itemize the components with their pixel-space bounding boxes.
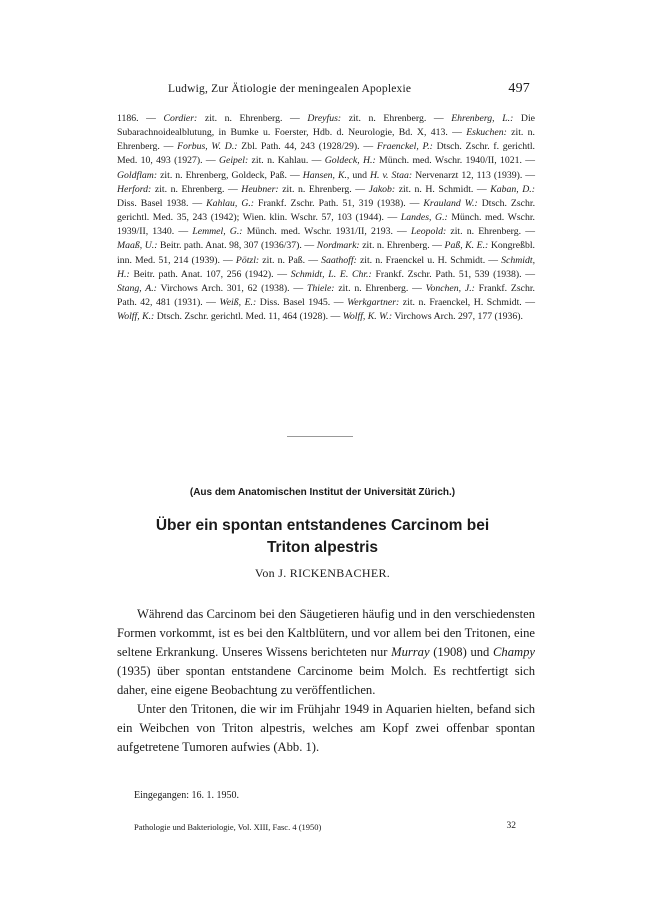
reference-text: zit. n. Fraenckel, H. Schmidt. — (399, 297, 536, 309)
reference-text: Diss. Basel 1945. — (256, 297, 348, 309)
reference-italic: Werkgartner: (347, 297, 400, 309)
institute-line: (Aus dem Anatomischen Institut der Universität Zürich.) (189, 487, 456, 498)
body-paragraph (117, 700, 535, 757)
paragraph-text: Während das Carcinom bei den Säugetieren häufig und in den verschiedensten Formen vorkommt, ist es bei den Kaltblütern, und vor allem bei den Tritonen, eine seltene Erkrankung. Unseres Wissens berichteten nur (117, 607, 535, 659)
body-paragraph (117, 605, 535, 700)
running-header (160, 83, 530, 101)
author-line: Von J. RICKENBACHER. (254, 566, 391, 580)
reference-text: zit. n. Paß. — (259, 254, 322, 266)
reference-text: Münch. med. Wschr. 1931/II, 2193. — (242, 226, 411, 238)
reference-text: Kongreßbl. inn. Med. 51, 214 (1939). — (117, 240, 535, 266)
reference-text: Zbl. Path. 44, 243 (1928/29). — (237, 141, 377, 153)
reference-text: Dtsch. Zschr. gerichtl. Med. 35, 243 (1942); Wien. klin. Wschr. 57, 103 (1944). — (117, 197, 536, 224)
reference-text: Virchows Arch. 297, 177 (1936). (392, 311, 523, 323)
section-divider (287, 436, 353, 437)
reference-italic: Thiele: (306, 282, 335, 294)
reference-italic: Saathoff: (321, 254, 357, 266)
page-footer (134, 822, 516, 836)
reference-italic: Landes, G.: (400, 212, 448, 224)
reference-text: zit. n. Ehrenberg. — (197, 113, 308, 124)
reference-text: zit. n. Ehrenberg. — (446, 226, 535, 238)
paragraph-text: (1908) und (429, 645, 494, 659)
reference-italic: Ehrenberg, L.: (451, 113, 514, 124)
reference-text: zit. n. H. Schmidt. — (395, 183, 491, 195)
reference-text: Münch. med. Wschr. 1939/II, 1340. — (117, 212, 535, 238)
reference-italic: Hansen, K. (302, 169, 347, 181)
reference-text: zit. n. Kahlau. — (248, 155, 325, 167)
paragraph-italic: Murray (391, 645, 430, 659)
reference-text: zit. n. Ehrenberg. — (151, 183, 242, 195)
reference-italic: Wolff, K.: (117, 311, 155, 323)
article-body (117, 605, 535, 757)
reference-text: Virchows Arch. 301, 62 (1938). — (156, 282, 307, 294)
reference-italic: Maaß, U.: (117, 240, 158, 252)
reference-list (117, 112, 535, 324)
reference-italic: Kahlau, G.: (206, 197, 255, 209)
reference-text: , und (346, 169, 370, 181)
reference-italic: Stang, A.: (117, 282, 157, 294)
reference-italic: H. v. Staa: (369, 169, 413, 181)
reference-italic: Forbus, W. D.: (177, 141, 238, 153)
article-title (0, 515, 645, 559)
reference-text: Die Subarachnoidealblutung, in Bumke u. Foerster, Hdb. d. Neurologie, Bd. X, 413. — (117, 113, 535, 139)
reference-italic: Goldeck, H.: (324, 155, 376, 167)
running-title: Ludwig, Zur Ätiologie der meningealen Apoplexie (168, 83, 412, 95)
page-number: 497 (508, 81, 530, 96)
reference-italic: Jakob: (368, 183, 396, 195)
paragraph-text: Unter den Tritonen, die wir im Frühjahr 1949 in Aquarien hielten, befand sich ein Weibchen von Triton alpestris, welches am Kopf zwei offenbar spontan aufgetretene Tumoren aufwies (Abb. 1). (117, 702, 535, 754)
reference-text: Frankf. Zschr. Path. 51, 319 (1938). — (254, 197, 424, 209)
reference-italic: Paß, K. E.: (444, 240, 489, 252)
reference-text: Beitr. path. Anat. 107, 256 (1942). — (129, 268, 291, 280)
journal-info: Pathologie und Bakteriologie, Vol. XIII, Fasc. 4 (1950) (134, 822, 322, 832)
reference-text: Nervenarzt 12, 113 (1939). — (412, 169, 536, 181)
paragraph-text: (1935) über spontan entstandene Carcinome beim Molch. Es rechtfertigt sich daher, eine eigene Beobachtung zu veröffentlichen. (117, 664, 535, 697)
reference-italic: Leopold: (410, 226, 447, 238)
reference-italic: Schmidt, H.: (117, 254, 536, 280)
reference-italic: Herford: (117, 183, 152, 195)
reference-italic: Fraenckel, P.: (376, 141, 433, 153)
reference-text: zit. n. Ehrenberg. — (334, 282, 426, 294)
reference-text: Dtsch. Zschr. f. gerichtl. Med. 10, 493 (1927). — (117, 141, 535, 167)
reference-text: zit. n. Fraenckel u. H. Schmidt. — (356, 254, 502, 266)
reference-italic: Pötzl: (235, 254, 260, 266)
reference-italic: Vonchen, J.: (425, 282, 475, 294)
reference-text: Beitr. path. Anat. 98, 307 (1936/37). — (157, 240, 317, 252)
reference-italic: Kaban, D.: (490, 183, 535, 195)
sheet-number: 32 (506, 821, 516, 831)
reference-text: zit. n. Ehrenberg. — (341, 113, 452, 124)
reference-italic: Heubner: (241, 183, 279, 195)
paragraph-italic: Champy (493, 645, 535, 659)
reference-italic: Schmidt, L. E. Chr.: (290, 268, 372, 280)
reference-text: Frankf. Zschr. Path. 51, 539 (1938). — (371, 268, 535, 280)
reference-italic: Weiß, E.: (219, 297, 257, 309)
reference-text: zit. n. Ehrenberg. — (278, 183, 369, 195)
reference-text: Diss. Basel 1938. — (117, 197, 207, 209)
reference-italic: Eskuchen: (466, 127, 507, 139)
reference-text: 1186. — (117, 113, 164, 124)
reference-text: Frankf. Zschr. Path. 42, 481 (1931). — (117, 282, 535, 309)
reference-italic: Dreyfus: (307, 113, 342, 124)
reference-italic: Geipel: (218, 155, 249, 167)
reference-italic: Cordier: (163, 113, 198, 124)
article-title-line-2: Triton alpestris (266, 539, 379, 556)
reference-italic: Nordmark: (316, 240, 360, 252)
received-date: Eingegangen: 16. 1. 1950. (134, 790, 239, 801)
reference-italic: Goldflam: (117, 169, 158, 181)
reference-italic: Wolff, K. W.: (342, 311, 393, 323)
reference-text: zit. n. Ehrenberg, Goldeck, Paß. — (157, 169, 303, 181)
reference-text: zit. n. Ehrenberg. — (117, 127, 535, 153)
reference-italic: Lemmel, G.: (192, 226, 243, 238)
reference-italic: Krauland W.: (423, 197, 478, 209)
reference-text: Dtsch. Zschr. gerichtl. Med. 11, 464 (1928). — (154, 311, 343, 323)
article-title-line-1: Über ein spontan entstandenes Carcinom bei (155, 517, 490, 534)
reference-text: Münch. med. Wschr. 1940/II, 1021. — (375, 155, 535, 167)
reference-text: zit. n. Ehrenberg. — (359, 240, 445, 252)
